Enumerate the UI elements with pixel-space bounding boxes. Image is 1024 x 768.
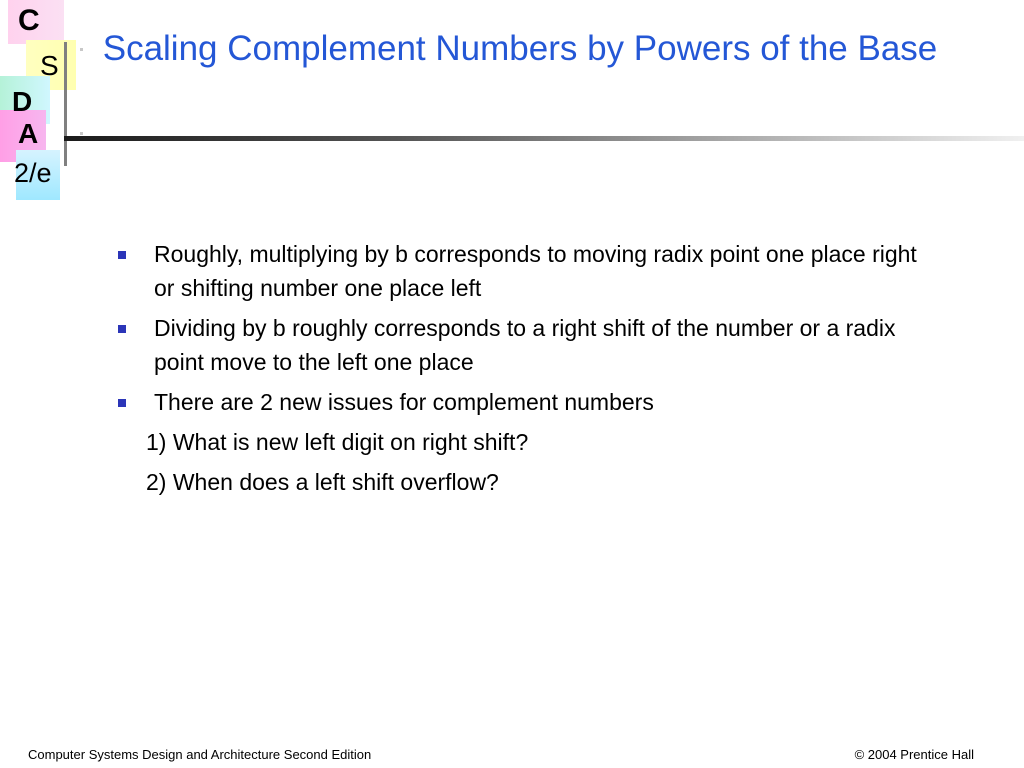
logo-letter-d: D [12,86,33,117]
decorative-dot [80,132,83,135]
slide-body [118,237,918,499]
bullet-item [118,311,918,379]
square-bullet-icon [118,399,126,407]
logo-letter-a: A [18,118,39,149]
title-underline [64,136,1024,141]
logo-letter-c: C [18,4,40,37]
footer-copyright: © 2004 Prentice Hall [854,747,974,762]
bullet-text: Dividing by b roughly corresponds to a right shift of the number or a radix point move to the left one place [154,315,896,375]
sub-item: 2) When does a left shift overflow? [146,469,499,495]
bullet-item [118,385,918,419]
logo-edition: 2/e [14,158,52,188]
square-bullet-icon [118,325,126,333]
bullet-text: Roughly, multiplying by b corresponds to moving radix point one place right or shifting number one place left [154,241,917,301]
sub-item: 1) What is new left digit on right shift? [146,429,529,455]
bullet-item [118,237,918,305]
logo-letter-s: S [40,50,59,81]
logo-divider [64,42,67,166]
square-bullet-icon [118,251,126,259]
footer-book-title: Computer Systems Design and Architecture Second Edition [28,747,372,762]
slide-title: Scaling Complement Numbers by Powers of the Base [102,29,938,68]
bullet-text: There are 2 new issues for complement numbers [154,389,654,415]
